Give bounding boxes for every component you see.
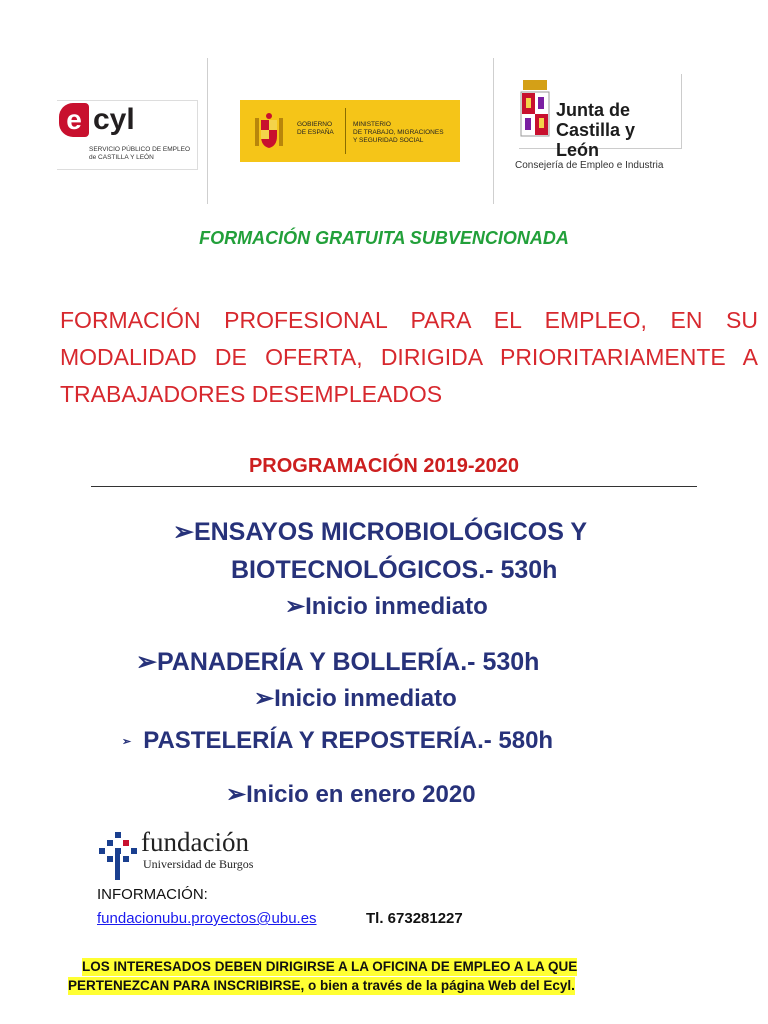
junta-logo bbox=[493, 60, 688, 178]
course-2-start-text: Inicio inmediato bbox=[274, 685, 457, 712]
course-2-title bbox=[136, 646, 539, 678]
course-1-start-text: Inicio inmediato bbox=[305, 593, 488, 620]
info-label: INFORMACIÓN: bbox=[97, 886, 208, 903]
arrow-bullet-icon: ➢ bbox=[173, 518, 194, 546]
arrow-bullet-icon: ➢ bbox=[136, 648, 157, 676]
arrow-bullet-icon: ➢ bbox=[254, 685, 275, 712]
ministry-text bbox=[353, 121, 444, 145]
ministry-line1: MINISTERIO bbox=[353, 121, 391, 128]
castilla-leon-crest-icon bbox=[519, 80, 551, 140]
ecyl-logo-mark bbox=[59, 103, 89, 137]
contact-phone: Tl. 673281227 bbox=[366, 910, 463, 927]
ministry-line2: DE TRABAJO, MIGRACIONES bbox=[353, 129, 444, 136]
junta-line2: Castilla y León bbox=[556, 120, 636, 160]
heading-rule bbox=[91, 486, 697, 487]
logo-divider bbox=[207, 58, 208, 204]
ecyl-logo-e: e bbox=[66, 104, 82, 135]
notice-line2: PERTENEZCAN PARA INSCRIBIRSE, o bien a través de la página Web del Ecyl. bbox=[68, 978, 575, 993]
junta-text bbox=[556, 100, 681, 160]
ecyl-logo bbox=[57, 100, 198, 170]
ecyl-logo-text: cyl bbox=[93, 103, 135, 136]
course-1-title-text: ENSAYOS MICROBIOLÓGICOS Y bbox=[193, 518, 588, 546]
course-3-title-text: PASTELERÍA Y REPOSTERÍA.- 580h bbox=[143, 727, 554, 754]
arrow-bullet-icon: ➢ bbox=[285, 593, 306, 620]
programming-heading: PROGRAMACIÓN 2019-2020 bbox=[248, 455, 520, 477]
arrow-bullet-icon: ➢ bbox=[122, 735, 132, 748]
gobierno-line1: GOBIERNO bbox=[297, 121, 333, 128]
fundacion-tree-icon bbox=[97, 830, 139, 882]
contact-email-link[interactable]: fundacionubu.proyectos@ubu.es bbox=[97, 910, 317, 927]
junta-line1: Junta de bbox=[556, 100, 631, 120]
gobierno-line2: DE ESPAÑA bbox=[297, 129, 334, 136]
course-1-title-line1 bbox=[173, 516, 587, 548]
ecyl-subtitle-line2: de CASTILLA Y LEÓN bbox=[89, 154, 154, 161]
course-3-start bbox=[226, 780, 476, 810]
notice-line1: LOS INTERESADOS DEBEN DIRIGIRSE A LA OFICINA DE EMPLEO A LA QUE bbox=[82, 959, 578, 974]
gobierno-logo bbox=[240, 100, 460, 162]
gobierno-text bbox=[297, 121, 334, 137]
arrow-bullet-icon: ➢ bbox=[226, 781, 247, 808]
course-3-start-text: Inicio en enero 2020 bbox=[246, 781, 476, 808]
ministry-line3: Y SEGURIDAD SOCIAL bbox=[353, 137, 424, 144]
course-3-title bbox=[122, 725, 553, 758]
fundacion-subtitle: Universidad de Burgos bbox=[143, 857, 254, 871]
course-1-start bbox=[285, 592, 488, 622]
fundacion-ubu-logo bbox=[97, 828, 277, 882]
free-training-heading: FORMACIÓN GRATUITA SUBVENCIONADA bbox=[199, 228, 569, 248]
junta-department: Consejería de Empleo e Industria bbox=[515, 160, 664, 171]
fundacion-title: fundación bbox=[141, 827, 249, 857]
ecyl-logo-subtitle bbox=[89, 146, 190, 162]
spain-crest-icon bbox=[252, 112, 286, 150]
course-2-title-text: PANADERÍA Y BOLLERÍA.- 530h bbox=[156, 648, 540, 676]
course-1-title-line2: BIOTECNOLÓGICOS.- 530h bbox=[231, 556, 558, 584]
junta-logo-box bbox=[519, 74, 682, 160]
course-2-start bbox=[254, 684, 457, 714]
ecyl-subtitle-line1: SERVICIO PÚBLICO DE EMPLEO bbox=[89, 146, 191, 153]
gobierno-separator bbox=[345, 108, 346, 154]
training-description: FORMACIÓN PROFESIONAL PARA EL EMPLEO, EN SU MODALIDAD DE OFERTA, DIRIGIDA PRIORITARIAMENTE A TRABAJADORES DESEMPLEADOS bbox=[60, 307, 758, 407]
